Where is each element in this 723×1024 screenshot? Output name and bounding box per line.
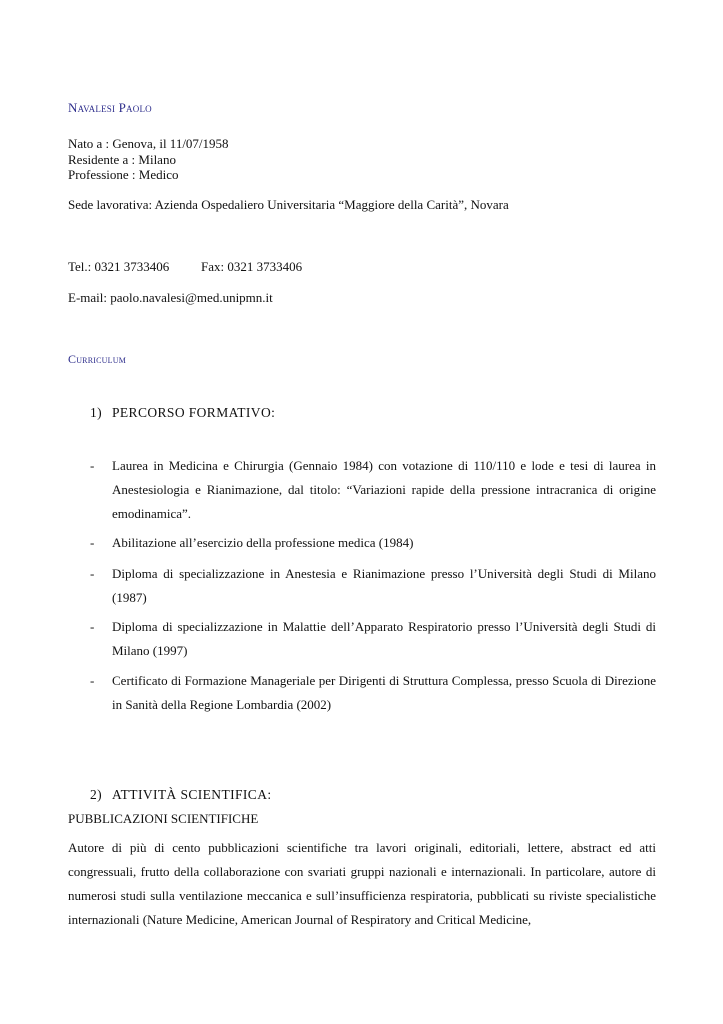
email-info: E-mail: paolo.navalesi@med.unipmn.it xyxy=(68,290,273,305)
list-item-text: Diploma di specializzazione in Malattie dell’Apparato Respiratorio presso l’Università degli Studi di Milano (1997) xyxy=(112,619,656,658)
list-item xyxy=(90,669,656,717)
list-item-text: Diploma di specializzazione in Anestesia e Rianimazione presso l’Università degli Studi di Milano (1987) xyxy=(112,566,656,605)
list-dash: - xyxy=(90,673,95,688)
section-number: 2) xyxy=(90,787,103,802)
workplace-info: Sede lavorativa: Azienda Ospedaliero Universitaria “Maggiore della Carità”, Novara xyxy=(68,197,509,212)
profession-info: Professione : Medico xyxy=(68,167,179,182)
residence-info: Residente a : Milano xyxy=(68,152,176,167)
fax-info: Fax: 0321 3733406 xyxy=(201,259,303,274)
list-dash: - xyxy=(90,619,95,634)
section-heading-scientific xyxy=(90,787,272,803)
publications-paragraph: Autore di più di cento pubblicazioni scientifiche tra lavori originali, editoriali, lettere, abstract ed atti congressuali, frutto della collaborazione con svariati gruppi nazionali e internazionali. In particolare, autore di numerosi studi sulla ventilazione meccanica e sull’insufficienza respiratoria, pubblicati su riviste specialistiche internazionali (Nature Medicine, American Journal of Respiratory and Critical Medicine, xyxy=(68,840,656,927)
list-item xyxy=(90,615,656,663)
publications-heading: PUBBLICAZIONI SCIENTIFICHE xyxy=(68,811,259,826)
section-heading-training xyxy=(90,405,275,421)
list-item-text: Certificato di Formazione Manageriale per Dirigenti di Struttura Complessa, presso Scuola di Direzione in Sanità della Regione Lombardia (2002) xyxy=(112,673,656,712)
list-item xyxy=(90,562,656,610)
list-dash: - xyxy=(90,535,95,550)
list-item-text: Laurea in Medicina e Chirurgia (Gennaio 1984) con votazione di 110/110 e lode e tesi di laurea in Anestesiologia e Rianimazione, dal titolo: “Variazioni rapide della pressione intracranica di origine emodinamica”. xyxy=(112,458,656,521)
list-dash: - xyxy=(90,458,95,473)
telephone-info: Tel.: 0321 3733406 xyxy=(68,259,170,274)
list-item xyxy=(90,531,656,555)
curriculum-heading: Curriculum xyxy=(68,352,127,366)
section-title: PERCORSO FORMATIVO: xyxy=(112,405,276,420)
birth-info: Nato a : Genova, il 11/07/1958 xyxy=(68,136,229,151)
person-name-heading: Navalesi Paolo xyxy=(68,100,152,115)
list-item xyxy=(90,454,656,526)
list-item-text: Abilitazione all’esercizio della professione medica (1984) xyxy=(112,535,414,550)
list-dash: - xyxy=(90,566,95,581)
section-title: ATTIVITÀ SCIENTIFICA: xyxy=(112,787,272,802)
section-number: 1) xyxy=(90,405,103,420)
